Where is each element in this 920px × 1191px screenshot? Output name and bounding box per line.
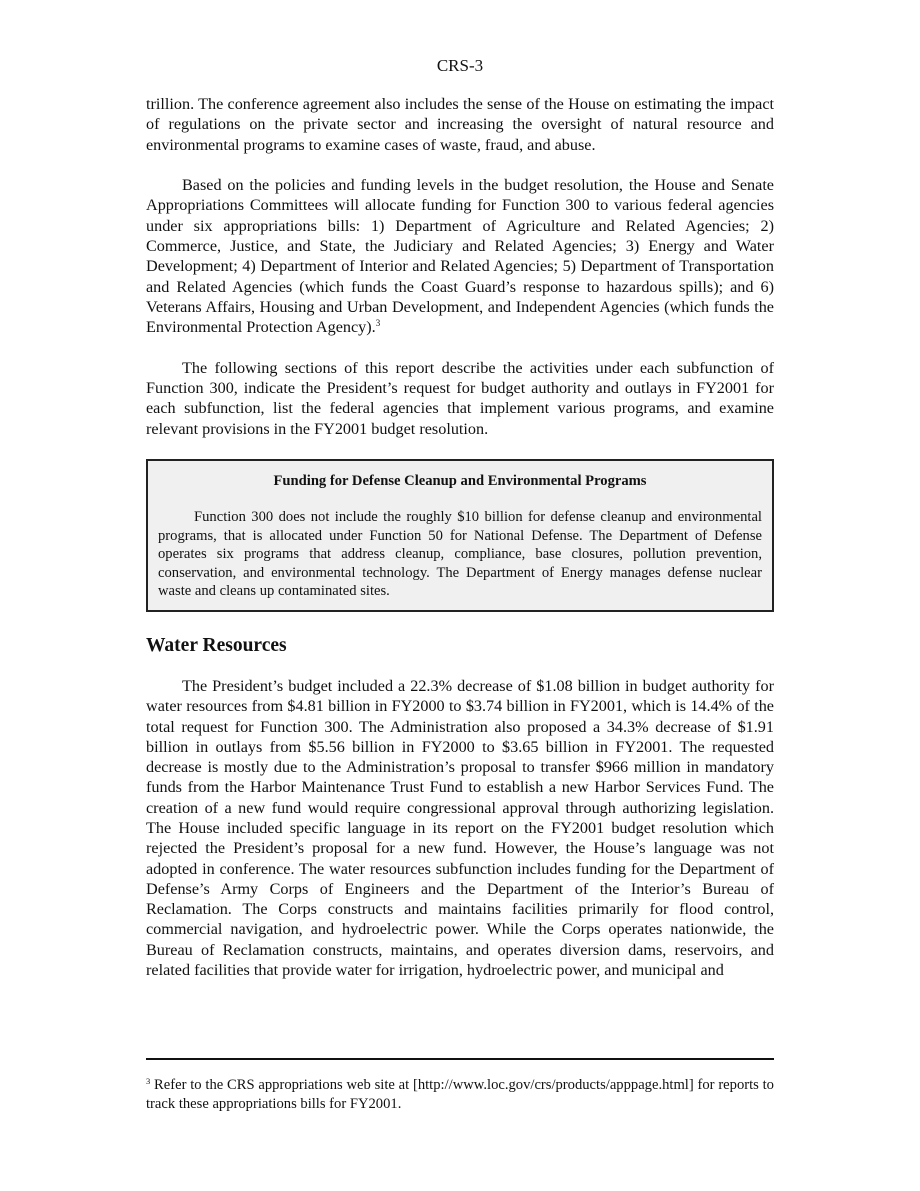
footnote-divider [146, 1058, 774, 1060]
footnote-text: Refer to the CRS appropriations web site at [http://www.loc.gov/crs/products/apppage.html] for reports to track these appropriations bills for FY2001. [146, 1077, 774, 1112]
paragraph-appropriations-bills-text: Based on the policies and funding levels in the budget resolution, the House and Senate Appropriations Committees will allocate funding for Function 300 to various federal agencies under six appropriations bills: 1) Department of Agriculture and Related Agencies; 2) Commerce, Justice, and State, the Judiciary and Related Agencies; 3) Energy and Water Development; 4) Department of Interior and Related Agencies; 5) Department of Transportation and Related Agencies (which funds the Coast Guard’s response to hazardous spills); and 6) Veterans Affairs, Housing and Urban Development, and Independent Agencies (which funds the Environmental Protection Agency). [146, 176, 774, 337]
paragraph-report-overview: The following sections of this report describe the activities under each subfunction of Function 300, indicate the President’s request for budget authority and outlays in FY2001 for each subfunction, list the federal agencies that implement various programs, and examine relevant provisions in the FY2001 budget resolution. [146, 358, 774, 438]
paragraph-continuation: trillion. The conference agreement also includes the sense of the House on estimating the impact of regulations on the private sector and increasing the oversight of natural resource and environmental programs to examine cases of waste, fraud, and abuse. [146, 95, 774, 154]
page-body [146, 94, 774, 1001]
page-number-header: CRS-3 [436, 56, 484, 75]
paragraph-appropriations-bills [146, 175, 774, 337]
paragraph-water-resources: The President’s budget included a 22.3% decrease of $1.08 billion in budget authority for water resources from $4.81 billion in FY2000 to $3.74 billion in FY2001, which is 14.4% of the total request for Function 300. The Administration also proposed a 34.3% decrease of $1.91 billion in outlays from $5.56 billion in FY2000 to $3.65 billion in FY2001. The requested decrease is mostly due to the Administration’s proposal to transfer $966 million in mandatory funds from the Harbor Maintenance Trust Fund to establish a new Harbor Services Fund. The creation of a new fund would require congressional approval through authorizing legislation. The House included specific language in its report on the FY2001 budget resolution which rejected the President’s proposal for a new fund. However, the House’s language was not adopted in conference. The water resources subfunction includes funding for the Department of Defense’s Army Corps of Engineers and the Department of the Interior’s Bureau of Reclamation. The Corps constructs and maintains facilities primarily for flood control, commercial navigation, and hydroelectric power. While the Corps operates nationwide, the Bureau of Reclamation constructs, maintains, and operates diversion dams, reservoirs, and related facilities that provide water for irrigation, hydroelectric power, and municipal and [146, 676, 774, 980]
footnote-3 [146, 1076, 774, 1113]
footnote-reference[interactable]: 3 [375, 318, 381, 329]
sidebar-box-title: Funding for Defense Cleanup and Environmental Programs [273, 473, 647, 490]
sidebar-box-defense-cleanup [146, 459, 774, 612]
sidebar-box-text: Function 300 does not include the roughly $10 billion for defense cleanup and environmental programs, that is allocated under Function 50 for National Defense. The Department of Defense operates six programs that address cleanup, compliance, base closures, pollution prevention, conservation, and environmental technology. The Department of Energy manages defense nuclear waste and cleans up contaminated sites. [158, 508, 762, 600]
footnote-marker: 3 [146, 1076, 151, 1086]
section-heading-water-resources: Water Resources [146, 634, 287, 656]
